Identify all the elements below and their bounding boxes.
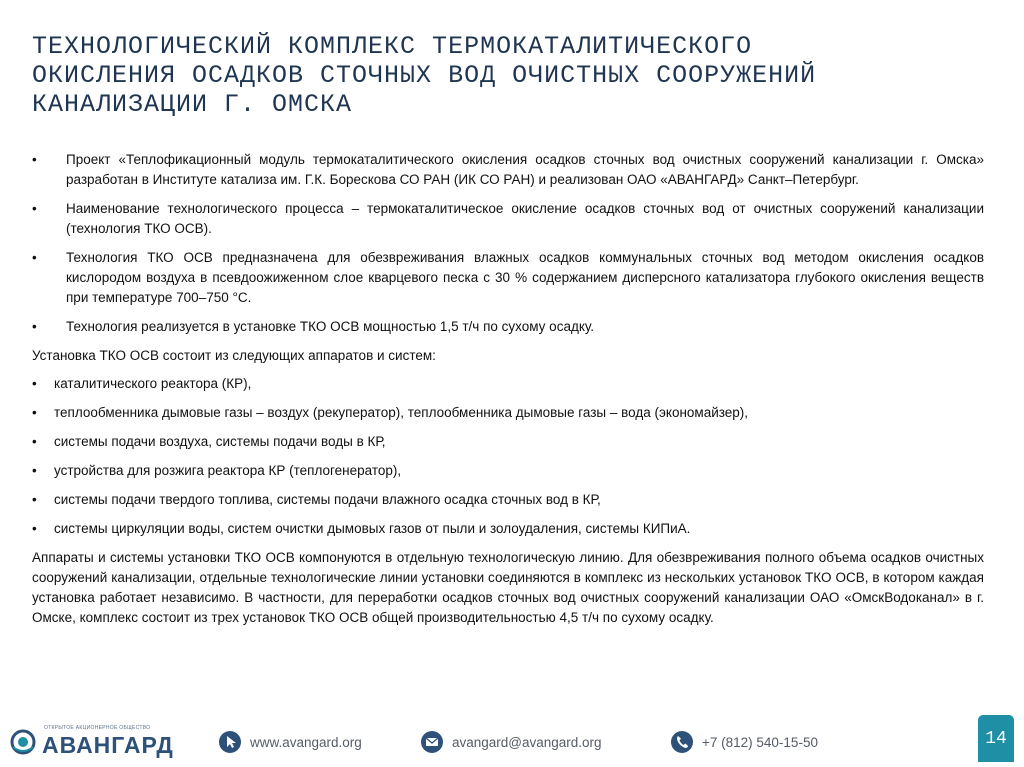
component-text: системы подачи воздуха, системы подачи воды в КР, — [54, 434, 386, 449]
component-item — [32, 519, 984, 539]
bullet-dot: • — [32, 201, 37, 216]
component-item — [32, 432, 984, 452]
component-item — [32, 403, 984, 423]
avangard-logo-icon — [10, 729, 36, 755]
bullet-text: Технология ТКО ОСВ предназначена для обезвреживания влажных осадков коммунальных сточных вод методом окисления осадков кислородом воздуха в псевдоожиженном слое кварцевого песка с 30 % содержанием дисперсного катализатора глубокого окисления веществ при температуре 700–750 °С. — [66, 250, 984, 305]
phone-icon — [670, 730, 694, 754]
bullet-project — [32, 150, 984, 190]
component-text: устройства для розжига реактора КР (теплогенератор), — [54, 463, 402, 478]
email-contact[interactable] — [420, 730, 602, 754]
title-line-1: ТЕХНОЛОГИЧЕСКИЙ КОМПЛЕКС ТЕРМОКАТАЛИТИЧЕСКОГО — [32, 32, 753, 61]
bullet-dot: • — [32, 376, 37, 391]
component-text: системы циркуляции воды, систем очистки дымовых газов от пыли и золоудаления, системы КИПиА. — [54, 521, 691, 536]
bullet-dot: • — [32, 152, 37, 167]
website-link[interactable]: www.avangard.org — [250, 734, 362, 750]
cursor-click-icon — [218, 730, 242, 754]
bullet-text: Технология реализуется в установке ТКО ОСВ мощностью 1,5 т/ч по сухому осадку. — [66, 319, 595, 334]
website-contact[interactable] — [218, 730, 362, 754]
bullet-dot: • — [32, 434, 37, 449]
component-item — [32, 461, 984, 481]
envelope-icon — [420, 730, 444, 754]
bullet-capacity — [32, 317, 984, 337]
component-text: теплообменника дымовые газы – воздух (рекуператор), теплообменника дымовые газы – вода (экономайзер), — [54, 405, 749, 420]
bullet-dot: • — [32, 319, 37, 334]
slide-title — [32, 32, 1017, 119]
page-number-badge: 14 — [978, 715, 1014, 762]
logo-wordmark: АВАНГАРД — [42, 732, 174, 758]
bullet-dot: • — [32, 250, 37, 265]
phone-number[interactable]: +7 (812) 540-15-50 — [702, 734, 818, 750]
bullet-dot: • — [32, 463, 37, 478]
bullet-dot: • — [32, 521, 37, 536]
bullet-process-name — [32, 199, 984, 239]
bullet-technology-purpose — [32, 248, 984, 308]
company-logo — [10, 723, 190, 759]
component-text: системы подачи твердого топлива, системы подачи влажного осадка сточных вод в КР, — [54, 492, 601, 507]
bullet-text: Наименование технологического процесса – термокаталитическое окисление осадков сточных вод от очистных сооружений канализации (технология ТКО ОСВ). — [66, 201, 984, 236]
logo-tagline: ОТКРЫТОЕ АКЦИОНЕРНОЕ ОБЩЕСТВО — [44, 725, 151, 731]
slide-body — [32, 150, 984, 628]
email-link[interactable]: avangard@avangard.org — [452, 734, 602, 750]
bullet-dot: • — [32, 492, 37, 507]
component-item — [32, 374, 984, 394]
bullet-text: Проект «Теплофикационный модуль термокаталитического окисления осадков сточных вод очистных сооружений канализации г. Омска» разработан в Институте катализа им. Г.К. Борескова СО РАН (ИК СО РАН) и реализован ОАО «АВАНГАРД» Санкт–Петербург. — [66, 152, 984, 187]
bullet-dot: • — [32, 405, 37, 420]
title-line-2: ОКИСЛЕНИЯ ОСАДКОВ СТОЧНЫХ ВОД ОЧИСТНЫХ СООРУЖЕНИЙ — [32, 61, 817, 90]
component-text: каталитического реактора (КР), — [54, 376, 252, 391]
component-item — [32, 490, 984, 510]
slide-footer — [0, 715, 1024, 767]
composition-intro: Установка ТКО ОСВ состоит из следующих аппаратов и систем: — [32, 348, 436, 363]
closing-paragraph: Аппараты и системы установки ТКО ОСВ компонуются в отдельную технологическую линию. Для обезвреживания полного объема осадков очистных сооружений канализации, отдельные технологические линии установки соединяются в комплекс из нескольких установок ТКО ОСВ, в котором каждая установка работает независимо. В частности, для переработки осадков сточных вод очистных сооружений канализации ОАО «ОмскВодоканал» в г. Омске, комплекс состоит из трех установок ТКО ОСВ общей производительностью 4,5 т/ч по сухому осадку. — [32, 550, 984, 625]
phone-contact[interactable] — [670, 730, 818, 754]
title-line-3: КАНАЛИЗАЦИИ Г. ОМСКА — [32, 90, 353, 119]
